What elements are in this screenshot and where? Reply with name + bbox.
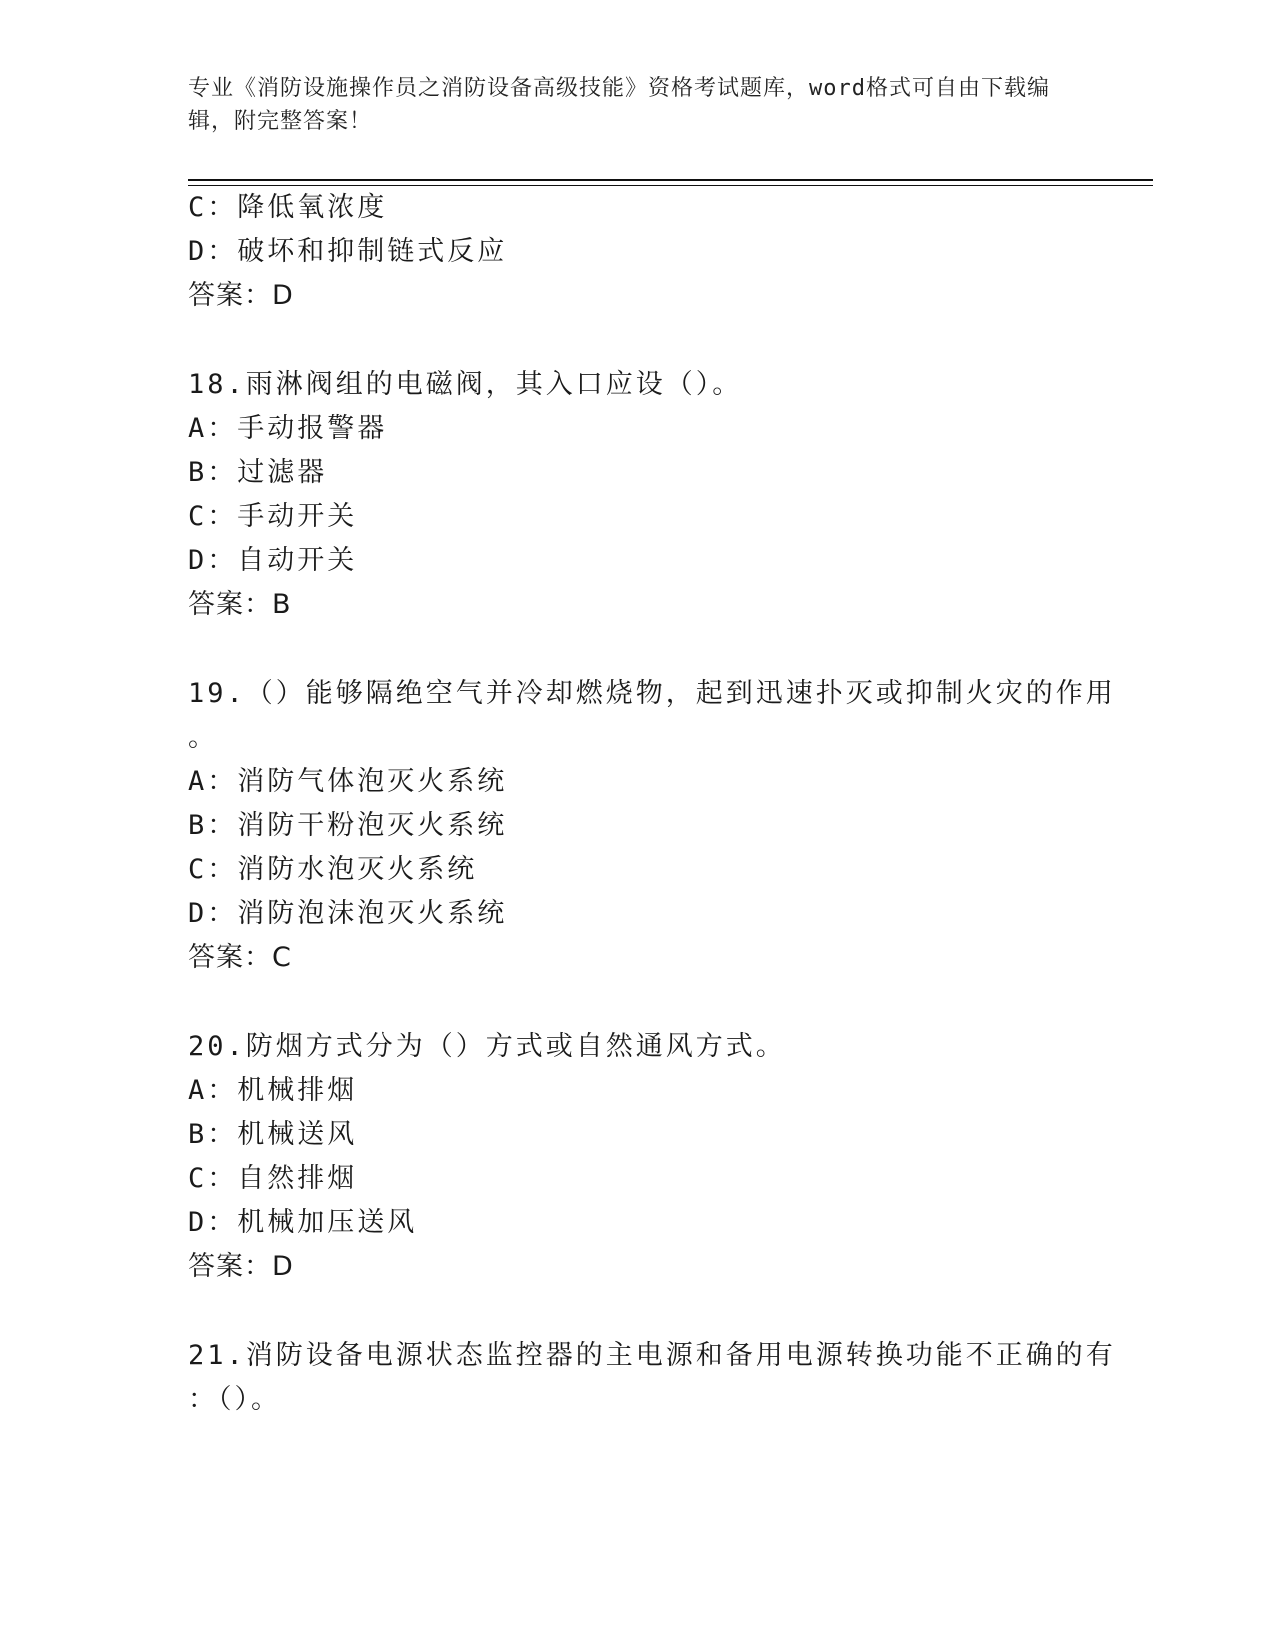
option-d-q19: D：消防泡沫泡灭火系统 bbox=[188, 898, 508, 929]
option-a-q20: A：机械排烟 bbox=[188, 1075, 358, 1106]
question-21-continued: ：（）。 bbox=[188, 1384, 281, 1415]
answer-q18: 答案：B bbox=[188, 589, 292, 620]
question-21: 21.消防设备电源状态监控器的主电源和备用电源转换功能不正确的有 bbox=[188, 1340, 1116, 1371]
answer-q17: 答案：D bbox=[188, 280, 294, 311]
option-b-q20: B：机械送风 bbox=[188, 1119, 358, 1150]
option-c-q17: C：降低氧浓度 bbox=[188, 192, 388, 223]
option-a-q19: A：消防气体泡灭火系统 bbox=[188, 766, 508, 797]
option-c-q20: C：自然排烟 bbox=[188, 1163, 358, 1194]
option-c-q18: C：手动开关 bbox=[188, 501, 358, 532]
question-18: 18.雨淋阀组的电磁阀，其入口应设（）。 bbox=[188, 369, 743, 400]
answer-q19: 答案：C bbox=[188, 942, 292, 973]
option-a-q18: A：手动报警器 bbox=[188, 413, 388, 444]
option-c-q19: C：消防水泡灭火系统 bbox=[188, 854, 478, 885]
option-d-q17: D：破坏和抑制链式反应 bbox=[188, 236, 508, 267]
option-d-q18: D：自动开关 bbox=[188, 545, 358, 576]
option-d-q20: D：机械加压送风 bbox=[188, 1207, 418, 1238]
question-19: 19.（）能够隔绝空气并冷却燃烧物，起到迅速扑灭或抑制火灾的作用 bbox=[188, 678, 1116, 709]
document-header: 专业《消防设施操作员之消防设备高级技能》资格考试题库，word格式可自由下载编辑，附完整答案！ bbox=[188, 76, 1050, 134]
option-b-q18: B：过滤器 bbox=[188, 457, 328, 488]
question-19-continued: 。 bbox=[188, 722, 218, 753]
question-20: 20.防烟方式分为（）方式或自然通风方式。 bbox=[188, 1031, 786, 1062]
answer-q20: 答案：D bbox=[188, 1251, 294, 1282]
option-b-q19: B：消防干粉泡灭火系统 bbox=[188, 810, 508, 841]
header-divider-thick bbox=[188, 179, 1153, 181]
header-divider-thin bbox=[188, 185, 1153, 186]
